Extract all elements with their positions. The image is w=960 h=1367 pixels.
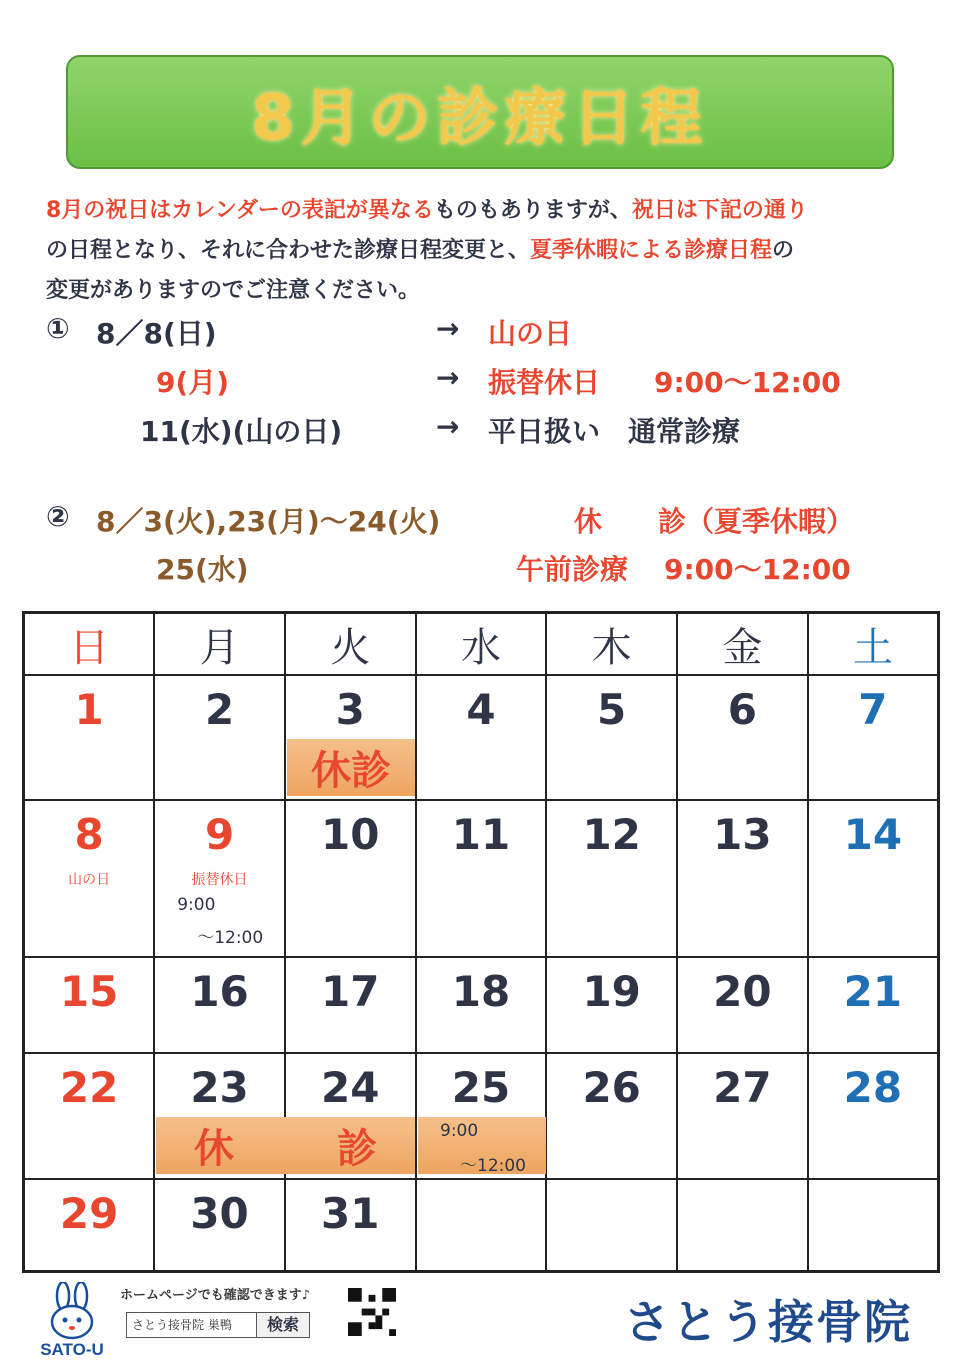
calendar-day xyxy=(546,800,677,957)
closed-label: 休診 xyxy=(311,748,391,794)
day-number: 26 xyxy=(582,1063,641,1112)
calendar-day-empty xyxy=(416,1179,547,1272)
schedule-date: 8／8(日) xyxy=(96,317,217,350)
calendar-day xyxy=(416,675,547,800)
intro-text: の日程となり、それに合わせた診療日程変更と、 xyxy=(46,238,531,263)
hours-text: 9:00 xyxy=(440,1121,479,1141)
intro-text: 8月の祝日はカレンダーの表記が異なる xyxy=(46,198,434,223)
day-number: 28 xyxy=(843,1063,903,1112)
day-number: 8 xyxy=(74,810,104,859)
schedule-time: 9:00～12:00 xyxy=(654,366,841,399)
search-input[interactable]: さとう接骨院 巣鴨 xyxy=(132,1318,232,1332)
morning-hours-badge xyxy=(418,1117,546,1174)
arrow-icon: → xyxy=(436,312,460,345)
day-number: 30 xyxy=(190,1189,249,1238)
intro-paragraph xyxy=(46,191,906,311)
calendar-day xyxy=(808,675,939,800)
day-number: 3 xyxy=(335,685,365,734)
arrow-icon: → xyxy=(436,361,460,394)
calendar-day xyxy=(154,957,285,1053)
weekday-header: 金 xyxy=(677,613,808,676)
holiday-label: 振替休日 xyxy=(191,872,248,888)
calendar-day-empty xyxy=(808,1179,939,1272)
arrow-icon: → xyxy=(436,410,460,443)
day-number: 4 xyxy=(466,685,496,734)
schedule-date: 9(月) xyxy=(156,366,230,399)
brand-name: SATO-U xyxy=(40,1340,104,1359)
day-number: 6 xyxy=(727,685,757,734)
title-banner xyxy=(66,55,894,169)
calendar-day xyxy=(416,957,547,1053)
calendar-day xyxy=(24,1179,155,1272)
day-number: 16 xyxy=(190,967,249,1016)
intro-text: ものもありますが、 xyxy=(433,198,632,223)
closed-badge-summer xyxy=(156,1117,415,1174)
day-number: 22 xyxy=(59,1063,119,1112)
day-number: 2 xyxy=(204,685,235,734)
schedule-note: 振替休日 xyxy=(488,366,601,399)
intro-text: 祝日は下記の通り xyxy=(631,198,808,223)
day-number: 9 xyxy=(204,810,235,859)
day-number: 12 xyxy=(582,810,641,859)
intro-text: 夏季休暇による診療日程 xyxy=(530,238,773,263)
closed-label: 休 xyxy=(194,1126,234,1172)
calendar-day xyxy=(677,957,808,1053)
calendar-day-empty xyxy=(677,1179,808,1272)
search-button[interactable]: 検索 xyxy=(256,1313,309,1337)
intro-text: の xyxy=(772,238,795,263)
holiday-label: 山の日 xyxy=(68,872,111,888)
weekday-header: 土 xyxy=(808,613,939,676)
weekday-header: 月 xyxy=(154,613,285,676)
calendar-day xyxy=(808,800,939,957)
schedule-note: 山の日 xyxy=(488,317,573,350)
day-number: 13 xyxy=(713,810,772,859)
calendar-day xyxy=(24,800,155,957)
day-number: 31 xyxy=(321,1189,380,1238)
calendar-day xyxy=(285,957,416,1053)
day-number: 14 xyxy=(843,810,903,859)
schedule-note: 午前診療 xyxy=(516,553,629,586)
calendar-day xyxy=(24,1053,155,1179)
calendar-day xyxy=(154,800,285,957)
day-number: 17 xyxy=(321,967,380,1016)
calendar-day xyxy=(285,1179,416,1272)
footer xyxy=(0,1280,960,1367)
marker-2: ② xyxy=(46,500,70,533)
calendar-day xyxy=(154,1179,285,1272)
hours-text: ～12:00 xyxy=(197,928,264,948)
day-number: 10 xyxy=(321,810,380,859)
schedule-date: 11(水)(山の日) xyxy=(140,415,343,448)
day-number: 24 xyxy=(321,1063,380,1112)
calendar-day xyxy=(416,800,547,957)
calendar-day xyxy=(677,1053,808,1179)
day-number: 23 xyxy=(190,1063,249,1112)
day-number: 21 xyxy=(843,967,903,1016)
weekday-header: 水 xyxy=(416,613,547,676)
calendar-day xyxy=(546,1053,677,1179)
intro-text: 変更がありますのでご注意ください。 xyxy=(46,278,421,303)
day-number: 27 xyxy=(713,1063,772,1112)
schedule-date: 8／3(火),23(月)～24(火) xyxy=(96,505,441,538)
day-number: 18 xyxy=(451,967,511,1016)
calendar-day xyxy=(285,800,416,957)
logo xyxy=(32,1282,112,1362)
day-number: 5 xyxy=(597,685,627,734)
qr-code-icon[interactable] xyxy=(348,1288,396,1336)
search-box[interactable] xyxy=(126,1312,310,1338)
day-number: 1 xyxy=(74,685,104,734)
day-number: 19 xyxy=(582,967,641,1016)
calendar-day xyxy=(154,675,285,800)
calendar-day xyxy=(546,675,677,800)
marker-1: ① xyxy=(46,312,70,345)
schedule-time: 9:00～12:00 xyxy=(664,553,851,586)
rabbit-icon xyxy=(32,1282,112,1340)
weekday-header: 火 xyxy=(285,613,416,676)
calendar-day xyxy=(24,957,155,1053)
calendar-day xyxy=(546,957,677,1053)
day-number: 25 xyxy=(451,1063,511,1112)
calendar-day xyxy=(677,675,808,800)
schedule-note: 休 診（夏季休暇） xyxy=(574,505,855,538)
calendar-day xyxy=(677,800,808,957)
calendar-day xyxy=(808,957,939,1053)
clinic-name: さとう接骨院 xyxy=(624,1295,912,1349)
homepage-note: ホームページでも確認できます♪ xyxy=(120,1288,311,1303)
calendar-day xyxy=(808,1053,939,1179)
schedule-date: 25(水) xyxy=(156,553,249,586)
day-number: 15 xyxy=(59,967,119,1016)
day-number: 11 xyxy=(451,810,511,859)
day-number: 7 xyxy=(858,685,888,734)
closed-badge xyxy=(287,739,415,796)
hours-text: ～12:00 xyxy=(460,1156,526,1176)
weekday-header: 木 xyxy=(546,613,677,676)
calendar-day xyxy=(24,675,155,800)
day-number: 29 xyxy=(59,1189,119,1238)
calendar-day-empty xyxy=(546,1179,677,1272)
schedule-note: 平日扱い 通常診療 xyxy=(488,415,741,448)
closed-label: 診 xyxy=(337,1126,377,1172)
hours-text: 9:00 xyxy=(177,895,216,915)
day-number: 20 xyxy=(713,967,772,1016)
weekday-header: 日 xyxy=(24,613,155,676)
page-title: 8月の診療日程 xyxy=(251,80,709,154)
